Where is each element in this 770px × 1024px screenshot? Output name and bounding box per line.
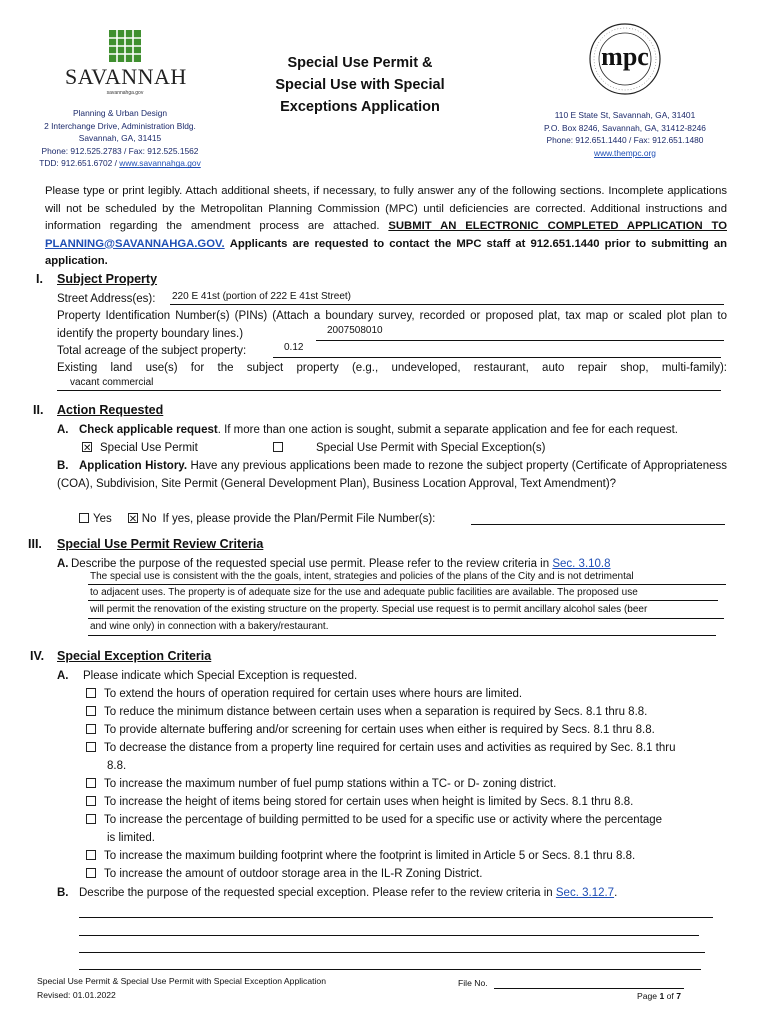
section2-heading: II. Action Requested (33, 403, 164, 417)
exception-option[interactable]: To increase the maximum building footprint where the footprint is limited in Article 5 or Secs. 8.1 thru 8.8. (86, 847, 738, 865)
footer-revised: Revised: 01.01.2022 (37, 990, 116, 1000)
history-yes-checkbox[interactable] (79, 513, 89, 523)
section3-heading: III. Special Use Permit Review Criteria (28, 537, 264, 551)
land-use-label: Existing land use(s) for the subject property (e.g., undeveloped, restaurant, auto repair shop, multi-family): (57, 362, 727, 374)
exception-option[interactable]: To extend the hours of operation required for certain uses where hours are limited. (86, 685, 738, 703)
sec-3-12-7-link[interactable]: Sec. 3.12.7 (555, 887, 615, 899)
intro-paragraph (45, 183, 727, 271)
exception-option[interactable]: To increase the maximum number of fuel pump stations within a TC- or D- zoning district. (86, 775, 738, 793)
intro-contact: Applicants are requested to contact the MPC staff at 912.651.1440 prior to submitting an application. (45, 237, 728, 268)
exception-option[interactable]: To decrease the distance from a property line required for certain uses and activities as required by Sec. 8.1 thru (86, 739, 738, 757)
page-title: Special Use Permit & Special Use with Special Exceptions Application (275, 55, 445, 115)
pin-label: Property Identification Number(s) (PINs) (Attach a boundary survey, recorded or proposed plat, tax map or scaled plot plan to identify the property boundary lines.) (57, 310, 727, 340)
exception-checkbox[interactable] (86, 706, 96, 716)
exception-checkbox[interactable] (86, 742, 96, 752)
exception-checkbox[interactable] (86, 724, 96, 734)
street-label: Street Address(es): (57, 293, 156, 305)
special-use-permit-checkbox[interactable] (82, 442, 92, 452)
intro-submit: SUBMIT AN ELECTRONIC COMPLETED APPLICATION TO (388, 220, 727, 233)
mpc-logo (588, 22, 662, 96)
exception-option-continuation: is limited. (107, 832, 155, 844)
option-special-use-exception[interactable]: Special Use Permit with Special Exception(s) (273, 439, 545, 457)
answer-line: and wine only) in connection with a bakery/restaurant. (90, 621, 329, 632)
acreage-input-line[interactable] (273, 357, 721, 358)
exception-checkbox[interactable] (86, 850, 96, 860)
acreage-value[interactable]: 0.12 (284, 342, 304, 353)
section3-a: A. Describe the purpose of the requested special use permit. Please refer to the review criteria in Sec. 3.10.8 (57, 558, 611, 570)
savannah-logo (65, 30, 185, 100)
sec-3-10-8-link[interactable]: Sec. 3.10.8 (552, 558, 611, 570)
section2-a: A. Check applicable request. If more than one action is sought, submit a separate application and fee for each request. (57, 424, 678, 436)
section4-a: A. Please indicate which Special Exception is requested. (57, 670, 358, 682)
section2-b: B. Application History. Have any previous applications been made to rezone the subject property (Certificate of Appropriateness (COA), Subdivision, Site Permit (General Development Plan), Business Location Approval, Text Amendment)? (57, 460, 727, 490)
exception-answer-line[interactable] (79, 952, 705, 953)
mpc-website-link[interactable]: www.thempc.org (594, 147, 656, 158)
dept-contact-block (20, 107, 220, 170)
file-number-input-line[interactable] (471, 524, 725, 525)
answer-line: to adjacent uses. The property is of adequate size for the use and adequate public facilities are available. The proposed use (90, 587, 638, 598)
answer-underline (88, 635, 716, 636)
savannah-logo-icon (109, 30, 141, 62)
land-use-input-line[interactable] (57, 390, 721, 391)
exception-option[interactable]: To reduce the minimum distance between certain uses when a separation is required by Secs. 8.1 thru 8.8. (86, 703, 738, 721)
footer-form-name: Special Use Permit & Special Use Permit with Special Exception Application (37, 976, 326, 986)
pin-input-line[interactable] (316, 340, 724, 341)
savannah-logo-text: SAVANNAH (65, 64, 187, 89)
footer-page-number: Page 1 of 7 (637, 991, 681, 1001)
mpc-contact-block (530, 109, 720, 159)
street-input-line[interactable] (170, 304, 724, 305)
mpc-logo-text: mpc (601, 42, 649, 71)
acreage-label: Total acreage of the subject property: (57, 345, 247, 357)
exception-option[interactable]: To increase the percentage of building permitted to be used for a specific use or activity where the percentage (86, 811, 738, 829)
history-no-checkbox[interactable] (128, 513, 138, 523)
answer-line: The special use is consistent with the the goals, intent, strategies and policies of the plans of the City and is not detrimental (90, 571, 634, 582)
footer-file-no-line[interactable] (494, 988, 684, 989)
section1-heading: I. Subject Property (36, 272, 158, 286)
street-value[interactable]: 220 E 41st (portion of 222 E 41st Street) (172, 291, 351, 302)
special-use-exception-checkbox[interactable] (273, 442, 283, 452)
exception-checkbox[interactable] (86, 778, 96, 788)
exception-option[interactable]: To provide alternate buffering and/or screening for certain uses when either is required by Secs. 8.1 thru 8.8. (86, 721, 738, 739)
dept-phone: Phone: 912.525.2783 / Fax: 912.525.1562 (41, 145, 199, 156)
exception-checkbox[interactable] (86, 796, 96, 806)
answer-underline (88, 600, 718, 601)
mpc-phone: Phone: 912.651.1440 / Fax: 912.651.1480 (546, 135, 704, 146)
dept-tdd: TDD: 912.651.6702 / www.savannahga.gov (39, 158, 201, 169)
intro-text: Please type or print legibly. Attach additional sheets, if necessary, to fully answer any of the following sections. Incomplete applications will not be scheduled by the Metropolitan Planning Commission (MPC) until deficiencies are corrected. Additional instructions and information regarding the amendment process are attached. (45, 185, 727, 233)
land-use-value[interactable]: vacant commercial (70, 377, 154, 388)
mpc-address1: 110 E State St, Savannah, GA, 31401 (554, 110, 696, 120)
dept-address1: 2 Interchange Drive, Administration Bldg. (44, 120, 196, 131)
intro-email-link[interactable]: PLANNING@SAVANNAHGA.GOV. (45, 237, 225, 250)
dept-website-link[interactable]: www.savannahga.gov (119, 158, 201, 169)
pin-value[interactable]: 2007508010 (327, 325, 383, 336)
exception-answer-line[interactable] (79, 935, 699, 936)
exception-checkbox[interactable] (86, 868, 96, 878)
savannah-logo-sub: savannahga.gov (106, 90, 144, 96)
exception-answer-line[interactable] (79, 917, 713, 918)
answer-underline (88, 584, 726, 585)
exception-option[interactable]: To increase the height of items being stored for certain uses when height is limited by Secs. 8.1 thru 8.8. (86, 793, 738, 811)
dept-name: Planning & Urban Design (72, 108, 168, 118)
exception-option[interactable]: To increase the amount of outdoor storage area in the IL-R Zoning District. (86, 865, 738, 883)
mpc-address2: P.O. Box 8246, Savannah, GA, 31412-8246 (544, 122, 706, 133)
dept-address2: Savannah, GA, 31415 (78, 133, 162, 144)
exception-checkbox[interactable] (86, 814, 96, 824)
answer-underline (88, 618, 724, 619)
section4-heading: IV. Special Exception Criteria (30, 649, 212, 663)
history-answer-row: Yes✕ No If yes, please provide the Plan/Permit File Number(s): (79, 510, 435, 528)
option-special-use-permit[interactable]: ✕Special Use Permit (82, 439, 198, 457)
section4-b: B. Describe the purpose of the requested special exception. Please refer to the review criteria in Sec. 3.12.7. (57, 887, 618, 899)
answer-line: will permit the renovation of the existing structure on the property. Special use request is to permit ancillary alcohol sales (beer (90, 604, 648, 615)
footer-file-no-label: File No. (458, 978, 488, 988)
exception-options (86, 685, 738, 883)
exception-checkbox[interactable] (86, 688, 96, 698)
exception-option-continuation: 8.8. (107, 760, 127, 772)
exception-answer-line[interactable] (79, 969, 701, 970)
